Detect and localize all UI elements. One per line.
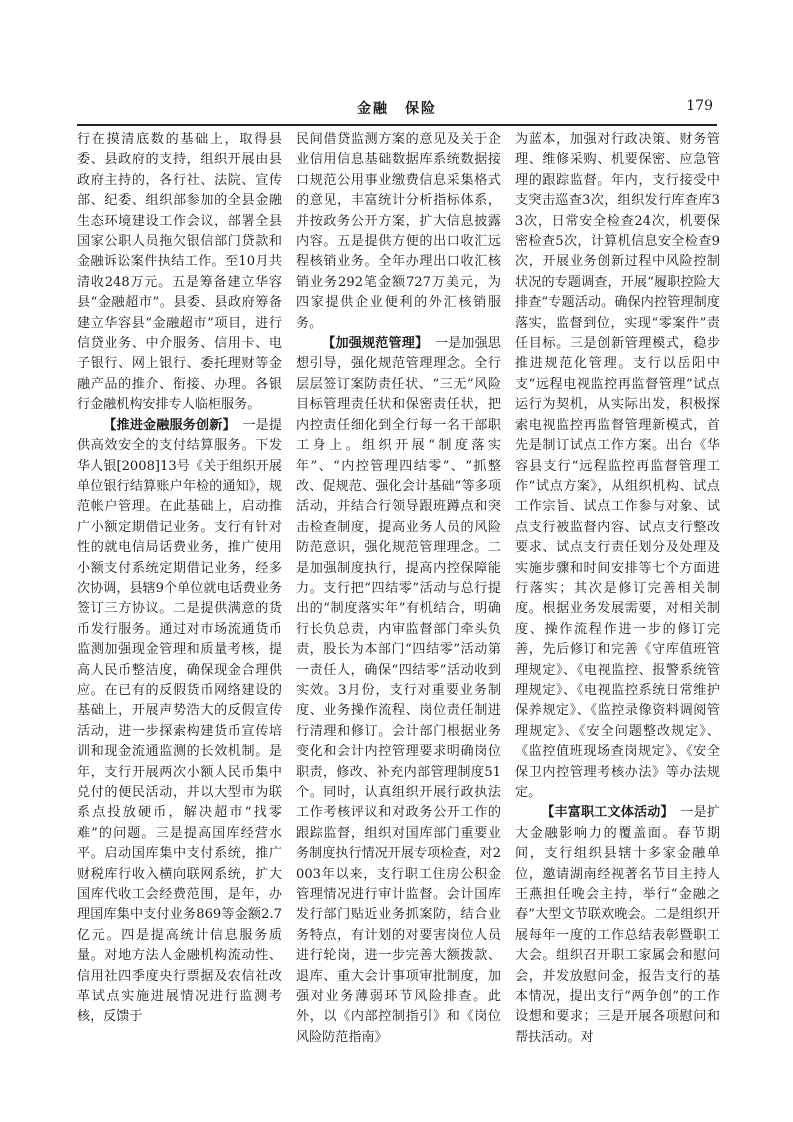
- paragraph-body: 一是扩大金融影响力的覆盖面。春节期间，支行组织县辖十多家金融单位，邀请湖南经视著名节目主持人王燕担任晚会主持，举行“金融之春”大型文节联欢晚会。二是组织开展每年一度的工作总结表彰暨职工大会。组织召开职工家属会和慰问会，并发放慰问金，报告支行的基本情况，提出支行“两争创”的工作设想和要求；三是开展各项慰问和帮扶活动。对: [515, 805, 721, 1045]
- paragraph: [515, 803, 720, 1048]
- column-3: [515, 130, 720, 1048]
- section-heading: 【推进金融服务创新】: [103, 417, 230, 433]
- page-number: 179: [686, 98, 713, 114]
- section-heading: 【丰富职工文体活动】: [541, 805, 668, 821]
- paragraph-body: 一是加强思想引导，强化规范管理理念。全行层层签订案防责任状、“三无”风险目标管理责任状和保密责任状，把内控责任细化到全行每一名干部职工身上。组织开展“制度落实年”、“内控管理四结零”、“抓整改、促规范、强化会计基础”等多项活动，并结合行领导跟班蹲点和突击检查制度，提高业务人员的风险防范意识，强化规范管理理念。二是加强制度执行，提高内控保障能力。支行把“四结零”活动与总行提出的“制度落实年”有机结合，明确行长负总责，内审监督部门牵头负责，股长为本部门“四结零”活动第一责任人，确保“四结零”活动收到实效。3月份，支行对重要业务制度、业务操作流程、岗位责任制进行清理和修订。会计部门根据业务变化和会计内控管理要求明确岗位职责，修改、补充内部管理制度51个。同时，认真组织开展行政执法工作考核评议和对政务公开工作的跟踪监督，组织对国库部门重要业务制度执行情况开展专项检查，对2003年以来，支行职工住房公积金管理情况进行审计监督。会计国库发行部门贴近业务抓案防，结合业务特点，有计划的对要害岗位人员进行轮岗，进一步完善大额拨款、退库、重大会计事项审批制度，加强对业务薄弱环节风险排查。此外，以《内部控制指引》和《岗位风险防范指南》: [296, 336, 502, 1045]
- section-heading: 【加强规范管理】: [322, 336, 422, 352]
- paragraph: 为蓝本，加强对行政决策、财务管理、维修采购、机要保密、应急管理的跟踪监督。年内，支行接受中支突击巡查3次，组织发行库查库33次，日常安全检查24次，机要保密检查5次，计算机信息安全检查9次，开展业务创新过程中风险控制状况的专题调查，开展“履职控险大排查”专题活动。确保内控管理制度落实，监督到位，实现“零案件”责任目标。三是创新管理模式，稳步推进规范化管理。支行以岳阳中支“远程电视监控再监督管理”试点运行为契机，从实际出发，积极探索电视监控再监督管理新模式，首先是制订试点工作方案。出台《华容县支行“远程监控再监督管理工作”试点方案》，从组织机构、试点工作宗旨、试点工作参与对象、试点支行被监督内容、试点支行整改要求、试点支行责任划分及处理及实施步骤和时间安排等七个方面进行落实；其次是修订完善相关制度。根据业务发展需要，对相关制度、操作流程作进一步的修订完善，先后修订和完善《守库值班管理规定》、《电视监控、报警系统管理规定》、《电视监控系统日常维护保养规定》、《监控录像资料调阅管理规定》、《安全问题整改规定》、《监控值班现场查岗规定》、《安全保卫内控管理考核办法》等办法规定。: [515, 132, 720, 800]
- paragraph: [296, 334, 501, 1048]
- paragraph: 行在摸清底数的基础上，取得县委、县政府的支持，组织开展由县政府主持的，各行社、法院、宣传部、纪委、组织部参加的全县金融生态环境建设工作会议，部署全县国家公职人员拖欠银信部门贷款和金融诉讼案件执结工作。至10月共清收248万元。五是筹备建立华容县“金融超市”。县委、县政府筹备建立华容县“金融超市”项目，进行信贷业务、中介服务、信用卡、电子银行、网上银行、委托理财等金融产品的推介、衔接、办理。各银行金融机构安排专人临柜服务。: [77, 132, 282, 413]
- running-header: [77, 94, 717, 126]
- paragraph: 民间借贷监测方案的意见及关于企业信用信息基础数据库系统数据接口规范公用事业缴费信息采集格式的意见，丰富统计分析指标体系，并按政务公开方案，扩大信息披露内容。五是提供方便的出口收汇远程核销业务。全年办理出口收汇核销业务292笔金额727万美元，为四家提供企业便利的外汇核销服务。: [296, 132, 501, 331]
- text-columns: [77, 130, 721, 1090]
- section-title: 金融 保险: [357, 101, 437, 117]
- column-2: [296, 130, 501, 1048]
- paragraph: [77, 416, 282, 1028]
- paragraph-body: 一是提供高效安全的支付结算服务。下发华人银[2008]13号《关于组织开展单位银行结算账户年检的通知》，规范帐户管理。在此基础上，启动推广小额定期借记业务。支行有针对性的就电信局话费业务，推广使用小额支付系统定期借记业务，经多次协调，县辖9个单位就电话费业务签订三方协议。二是提供满意的货币发行服务。通过对市场流通货币监测加强现金管理和质量考核，提高人民币整洁度，确保现金合理供应。在已有的反假货币网络建设的基础上，开展声势浩大的反假宣传活动，进一步探索构建货币宣传培训和现金流通监测的长效机制。是年，支行开展两次小额人民币集中兑付的便民活动，并以大型市为联系点投放硬币，解决超市“找零难”的问题。三是提高国库经营水平。启动国库集中支付系统，推广财税库行收入横向联网系统，扩大国库代收工会经费范围，是年，办理国库集中支付业务869等金额2.7亿元。四是提高统计信息服务质量。对地方法人金融机构流动性、信用社四季度央行票据及农信社改革试点实施进展情况进行监测考核，反馈于: [77, 417, 283, 1025]
- column-1: [77, 130, 282, 1028]
